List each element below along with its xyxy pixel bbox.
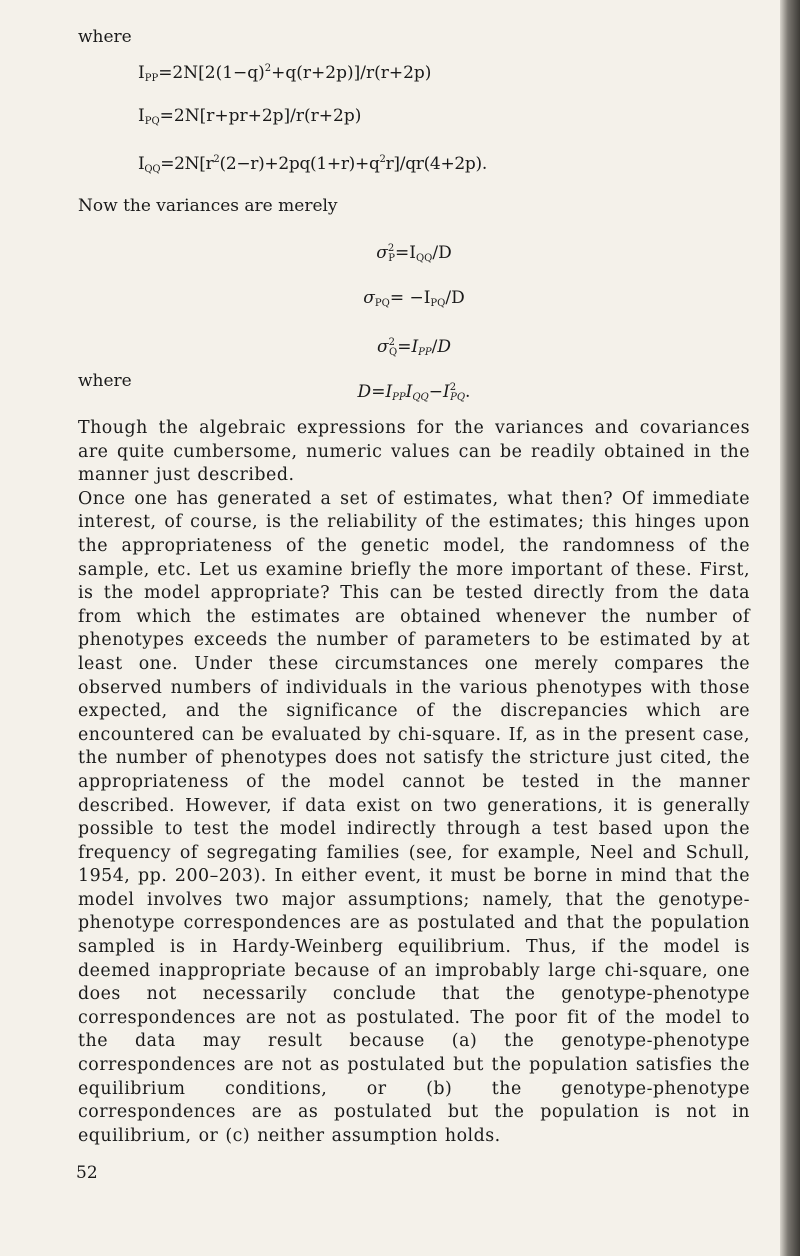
page-body: [78, 26, 750, 1148]
variance-q: $\sigma^2_Q=I_{PP}/D$: [377, 337, 451, 358]
d-definition: $D=I_{PP}I_{QQ}-I^2_{PQ}$.: [357, 382, 471, 403]
paragraph-2: Once one has generated a set of estimates, what then? Of immediate interest, of course, is the reliability of the estimates; this hinges upon the appropriateness of the genetic model, the randomness of the sample, etc. Let us examine briefly the more important of these. First, is the model appropriate? This can be tested directly from the data from which the estimates are obtained whenever the number of phenotypes exceeds the number of parameters to be estimated by at least one. Under these circumstances one merely compares the observed numbers of individuals in the various phenotypes with those expected, and the significance of the discrepancies which are encountered can be evaluated by chi-square. If, as in the present case, the number of phenotypes does not satisfy the stricture just cited, the appropriateness of the model cannot be tested in the manner described. However, if data exist on two generations, it is generally possible to test the model indirectly through a test based upon the frequency of segregating families (see, for example, Neel and Schull, 1954, pp. 200–203). In either event, it must be borne in mind that the model involves two major assumptions; namely, that the genotype-phenotype correspondences are as postulated and that the population sampled is in Hardy-Weinberg equilibrium. Thus, if the model is deemed inappropriate because of an improbably large chi-square, one does not necessarily conclude that the genotype-phenotype correspondences are not as postulated. The poor fit of the model to the data may result because (a) the genotype-phenotype correspondences are not as postulated but the population satisfies the equilibrium conditions, or (b) the genotype-phenotype correspondences are as postulated but the population is not in equilibrium, or (c) neither assumption holds.: [78, 488, 750, 1146]
where-label-1: where: [78, 27, 132, 47]
equation-ipq: $I_{PQ}=2N[r+pr+2p]/r(r+2p)$: [138, 106, 362, 127]
d-definition-line: [78, 370, 750, 403]
paragraph-1: Though the algebraic expressions for the variances and covariances are quite cumbersome, numeric values can be readily obtained in the manner just described.: [78, 418, 750, 486]
page-edge-shadow: [780, 0, 800, 1256]
page-number: 52: [76, 1163, 98, 1183]
equation-iqq: $I_{QQ}=2N[r^2(2-r)+2pq(1+r)+q^2r]/qr(4+2p)$.: [138, 154, 487, 175]
variances-intro: Now the variances are merely: [78, 196, 338, 216]
variance-p: $\sigma^2_P=I_{QQ}/D$: [376, 243, 452, 264]
equation-ipp: $I_{PP}=2N[2(1-q)^2+q(r+2p)]/r(r+2p)$: [138, 63, 432, 84]
where-label-2: where: [78, 371, 132, 391]
covariance-pq: $\sigma_{PQ}= -I_{PQ}/D$: [363, 288, 465, 309]
body-text: [78, 417, 750, 1148]
